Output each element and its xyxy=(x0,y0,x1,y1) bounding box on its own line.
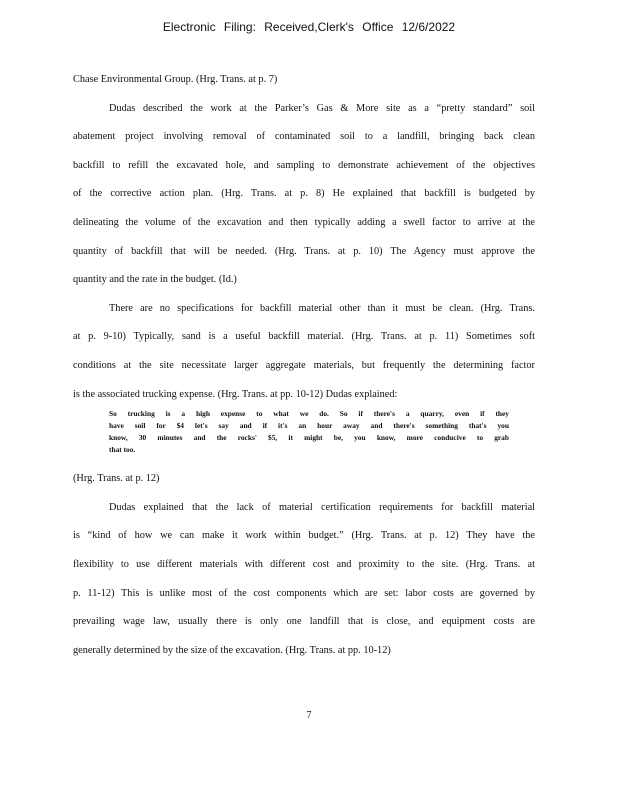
text-line: quantity and the rate in the budget. (Id.) xyxy=(73,274,237,286)
text-line: Dudas explained that the lack of material certification requirements for backfill material xyxy=(109,501,535,513)
text-line: at p. 9-10) Typically, sand is a useful backfill material. (Hrg. Trans. at p. 11) Sometimes soft xyxy=(73,331,535,343)
quote-line: know, 30 minutes and the rocks' $5, it might be, you know, more conducive to grab xyxy=(109,433,509,443)
text-line: p. 11-12) This is unlike most of the cost components which are set: labor costs are governed by xyxy=(73,587,535,599)
text-line: delineating the volume of the excavation and then typically adding a swell factor to arrive at the xyxy=(73,216,535,228)
quote-line: So trucking is a high expense to what we do. So if there's a quarry, even if they xyxy=(109,409,509,419)
text-line: abatement project involving removal of contaminated soil to a landfill, bringing back clean xyxy=(73,131,535,143)
quote-line: have soil for $4 let's say and if it's an hour away and there's something that's you xyxy=(109,421,509,431)
citation-line: (Hrg. Trans. at p. 12) xyxy=(73,473,160,485)
block-quote xyxy=(109,408,509,456)
text-line: backfill to refill the excavated hole, and sampling to demonstrate achievement of the objectives xyxy=(73,159,535,171)
quote-line: that too. xyxy=(109,445,136,455)
page-number: 7 xyxy=(306,710,312,721)
text-line: Chase Environmental Group. (Hrg. Trans. at p. 7) xyxy=(73,74,278,85)
text-line: flexibility to use different materials with different cost and proximity to the site. (Hrg. Trans. at xyxy=(73,558,535,570)
text-line: is “kind of how we can make it work within budget.” (Hrg. Trans. at p. 12) They have the xyxy=(73,530,535,542)
text-line: Dudas described the work at the Parker’s Gas & More site as a “pretty standard” soil xyxy=(109,102,535,114)
text-line: There are no specifications for backfill material other than it must be clean. (Hrg. Trans. xyxy=(109,302,535,314)
text-line: conditions at the site necessitate larger aggregate materials, but frequently the determining factor xyxy=(73,359,535,371)
text-line: generally determined by the size of the excavation. (Hrg. Trans. at pp. 10-12) xyxy=(73,644,391,656)
text-line: prevailing wage law, usually there is only one landfill that is close, and equipment costs are xyxy=(73,616,535,628)
text-line: of the corrective action plan. (Hrg. Trans. at p. 8) He explained that backfill is budgeted by xyxy=(73,188,535,200)
text-line: is the associated trucking expense. (Hrg. Trans. at pp. 10-12) Dudas explained: xyxy=(73,388,398,400)
text-line: quantity of backfill that will be needed. (Hrg. Trans. at p. 10) The Agency must approve the xyxy=(73,245,535,257)
filing-stamp-header: Electronic Filing: Received,Clerk's Office 12/6/2022 xyxy=(162,20,456,34)
document-body xyxy=(73,71,535,670)
